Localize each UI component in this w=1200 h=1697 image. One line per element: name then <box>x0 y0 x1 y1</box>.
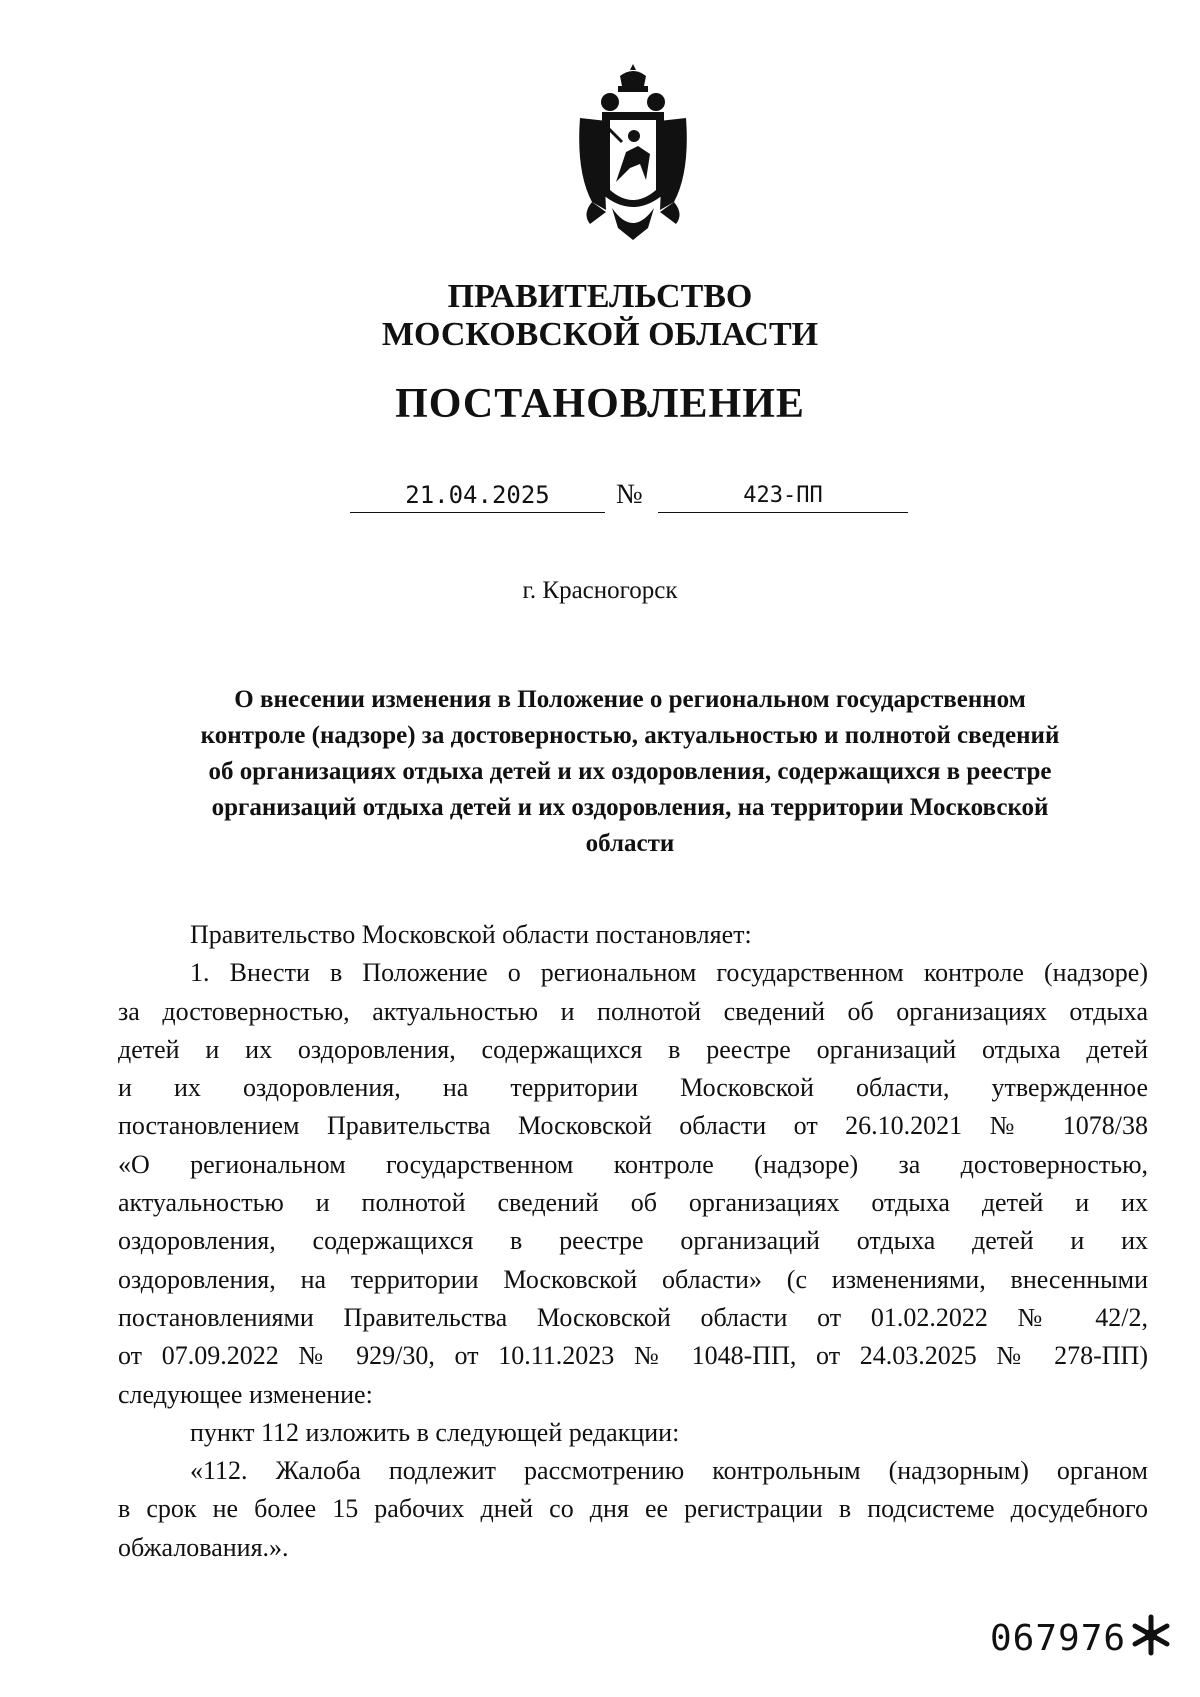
city: г. Красногорск <box>522 577 678 604</box>
authority-line-1: ПРАВИТЕЛЬСТВО <box>447 278 753 315</box>
paragraph-2: пункт 112 изложить в следующей редакции: <box>190 1417 680 1447</box>
paragraph-1-line: от 07.09.2022 № 929/30, от 10.11.2023 № 1048-ПП, от 24.03.2025 № 278-ПП) <box>118 1341 1148 1371</box>
paragraph-3-line: «112. Жалоба подлежит рассмотрению контрольным (надзорным) органом <box>190 1456 1148 1486</box>
coat-of-arms-icon <box>572 62 694 242</box>
title-line: организаций отдыха детей и их оздоровления, на территории Московской <box>211 794 1049 821</box>
paragraph-1-line: и их оздоровления, на территории Московской области, утвержденное <box>118 1073 1148 1103</box>
paragraph-1-line: детей и их оздоровления, содержащихся в реестре организаций отдыха детей <box>118 1034 1148 1064</box>
paragraph-1-line: постановлениями Правительства Московской области от 01.02.2022 № 42/2, <box>118 1302 1148 1332</box>
document-number: 423-ПП <box>658 480 908 513</box>
paragraph-1-line: следующее изменение: <box>118 1379 373 1409</box>
title-line: О внесении изменения в Положение о региональном государственном <box>234 686 1026 713</box>
authority-line-2: МОСКОВСКОЙ ОБЛАСТИ <box>381 316 819 353</box>
number-sign: № <box>616 479 643 510</box>
document-date: 21.04.2025 <box>350 480 605 513</box>
paragraph-1-line: постановлением Правительства Московской области от 26.10.2021 № 1078/38 <box>118 1111 1148 1141</box>
asterisk-icon <box>1128 1612 1174 1658</box>
title-line: области <box>585 830 675 857</box>
paragraph-1-line: актуальностью и полнотой сведений об организациях отдыха детей и их <box>118 1188 1148 1218</box>
document-body <box>118 916 1148 1567</box>
registration-number: 067976 <box>990 1618 1127 1659</box>
paragraph-1-line: оздоровления, содержащихся в реестре организаций отдыха детей и их <box>118 1226 1148 1256</box>
paragraph-1-line: 1. Внести в Положение о региональном государственном контроле (надзоре) <box>190 958 1148 988</box>
paragraph-1-line: оздоровления, на территории Московской области» (с изменениями, внесенными <box>118 1264 1148 1294</box>
paragraph-1-line: за достоверностью, актуальностью и полнотой сведений об организациях отдыха <box>118 996 1148 1026</box>
date-number-line <box>0 480 1200 520</box>
document-type: ПОСТАНОВЛЕНИЕ <box>395 381 805 427</box>
paragraph-preamble: Правительство Московской области постановляет: <box>190 920 752 949</box>
title-line: об организациях отдыха детей и их оздоровления, содержащихся в реестре <box>208 758 1052 785</box>
title-line: контроле (надзоре) за достоверностью, актуальностью и полнотой сведений <box>200 722 1060 749</box>
paragraph-1-line: «О региональном государственном контроле (надзоре) за достоверностью, <box>118 1149 1148 1179</box>
document-title <box>140 682 1120 862</box>
issuing-authority <box>0 278 1200 354</box>
paragraph-3-line: обжалования.». <box>118 1532 289 1562</box>
paragraph-3-line: в срок не более 15 рабочих дней со дня ее регистрации в подсистеме досудебного <box>118 1494 1148 1524</box>
